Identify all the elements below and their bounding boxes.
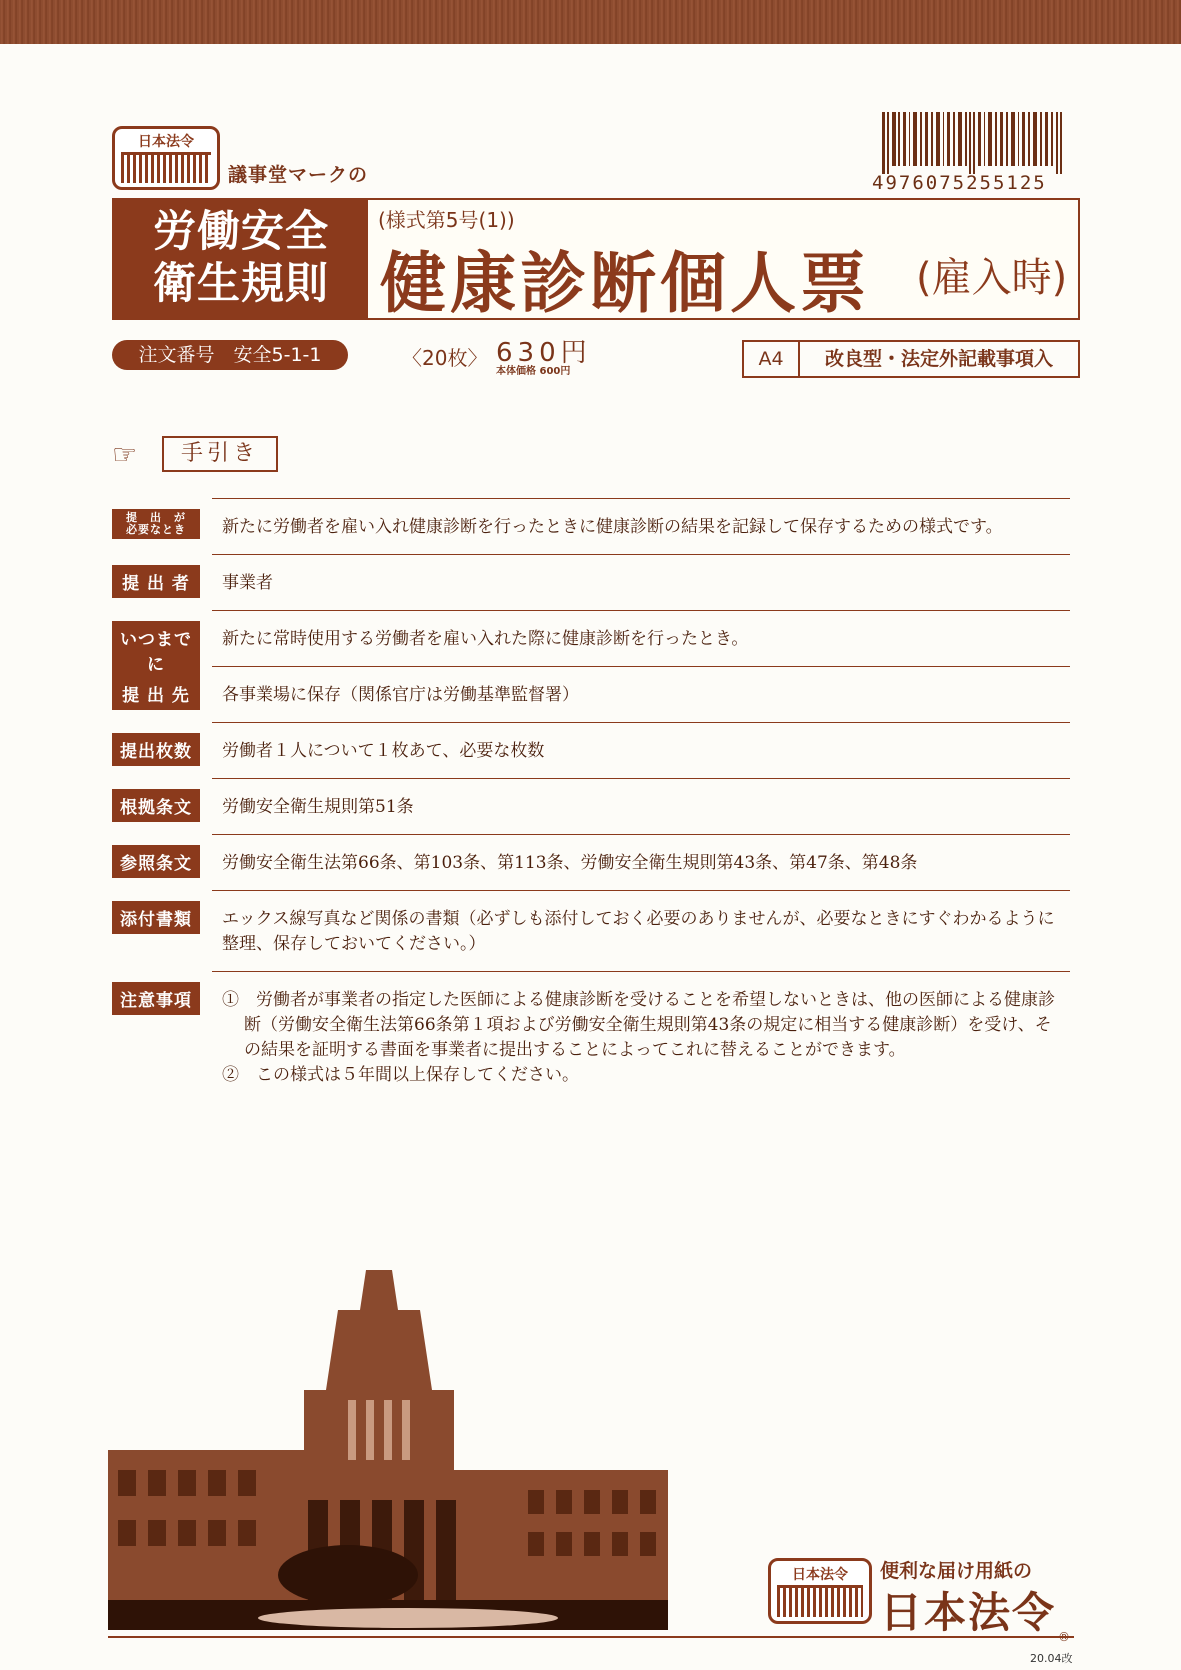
spec-box [742, 340, 1080, 378]
footer-diet-building-mark-icon [777, 1585, 863, 1617]
form-number: (様式第5号(1)) [378, 208, 515, 232]
price-note: 本体価格 600円 [496, 366, 571, 377]
category-line-2: 衛生規則 [153, 259, 329, 309]
revision-code: 20.04改 [1030, 1652, 1073, 1665]
brand-caption: 便利な届け用紙の [880, 1560, 1033, 1582]
paper-size: A4 [744, 342, 800, 376]
table-row [126, 498, 1070, 554]
row-text: 新たに常時使用する労働者を雇い入れた際に健康診断を行ったとき。 [222, 629, 749, 649]
table-row [120, 834, 1070, 890]
guide-heading: 手引き [162, 436, 278, 472]
row-label: 添付書類 [112, 901, 200, 934]
row-text: 労働安全衛生法第66条、第103条、第113条、労働安全衛生規則第43条、第47条、第48条 [222, 853, 918, 873]
bottom-divider [108, 1636, 1074, 1638]
table-row [122, 666, 1070, 722]
row-label: 提出枚数 [112, 733, 200, 766]
row-label: 根拠条文 [112, 789, 200, 822]
logo-text: 日本法令 [138, 134, 194, 151]
row-text: 労働者１人について１枚あて、必要な枚数 [222, 741, 545, 761]
price: 630円 [496, 338, 592, 368]
note-1: ① 労働者が事業者の指定した医師による健康診断を受けることを希望しないときは、他の医師による健康診断（労働安全衛生法第66条第１項および労働安全衛生規則第43条の規定に相当する健康診断）を受け、その結果を証明する書面を事業者に提出することによってこれに替えることができます。 [222, 990, 1055, 1060]
row-text [212, 972, 1070, 1102]
row-text: 事業者 [222, 573, 273, 593]
note-2: ② この様式は５年間以上保存してください。 [222, 1065, 579, 1085]
pointing-hand-icon: ☞ [112, 438, 138, 471]
table-row [120, 778, 1070, 834]
footer-logo-text: 日本法令 [792, 1566, 848, 1583]
sheet-quantity: 〈20枚〉 [402, 346, 488, 370]
barcode-number: 4976075255125 [872, 172, 1047, 194]
brand-name: 日本法令 [880, 1588, 1057, 1637]
guide-table [112, 498, 1070, 1102]
top-decorative-band [0, 0, 1181, 44]
row-label: 提 出 が 必要なとき [112, 509, 200, 539]
row-label: 提 出 先 [112, 677, 200, 710]
spec-description: 改良型・法定外記載事項入 [824, 348, 1053, 370]
order-number: 注文番号 安全5-1-1 [112, 340, 348, 370]
row-label: いつまでに [112, 621, 200, 679]
title-box [112, 198, 1080, 320]
footer-publisher-logo [768, 1558, 872, 1624]
page-title-suffix: (雇入時) [916, 255, 1068, 301]
table-row [120, 610, 1070, 675]
mark-caption: 議事堂マークの [228, 164, 369, 186]
row-label: 提 出 者 [112, 565, 200, 598]
category-line-1: 労働安全 [153, 207, 329, 257]
table-row [120, 971, 1070, 1102]
registered-mark: ® [1058, 1630, 1070, 1644]
row-label: 参照条文 [112, 845, 200, 878]
row-text: エックス線写真など関係の書類（必ずしも添付しておく必要のありませんが、必要なときにすぐわかるように整理、保存しておいてください。） [222, 909, 1055, 954]
table-row [120, 890, 1070, 971]
table-row [120, 722, 1070, 778]
page-title: 健康診断個人票 [380, 244, 870, 322]
publisher-logo [112, 126, 220, 190]
row-text: 新たに労働者を雇い入れ健康診断を行ったときに健康診断の結果を記録して保存するための様式です。 [222, 517, 1003, 537]
category-label [114, 200, 368, 318]
row-label: 注意事項 [112, 982, 200, 1015]
diet-building-mark-icon [121, 152, 211, 183]
diet-building-illustration [108, 1270, 668, 1630]
barcode-icon [882, 112, 1062, 174]
row-text: 労働安全衛生規則第51条 [222, 797, 414, 817]
table-row [122, 554, 1070, 610]
row-text: 各事業場に保存（関係官庁は労働基準監督署） [222, 685, 579, 705]
